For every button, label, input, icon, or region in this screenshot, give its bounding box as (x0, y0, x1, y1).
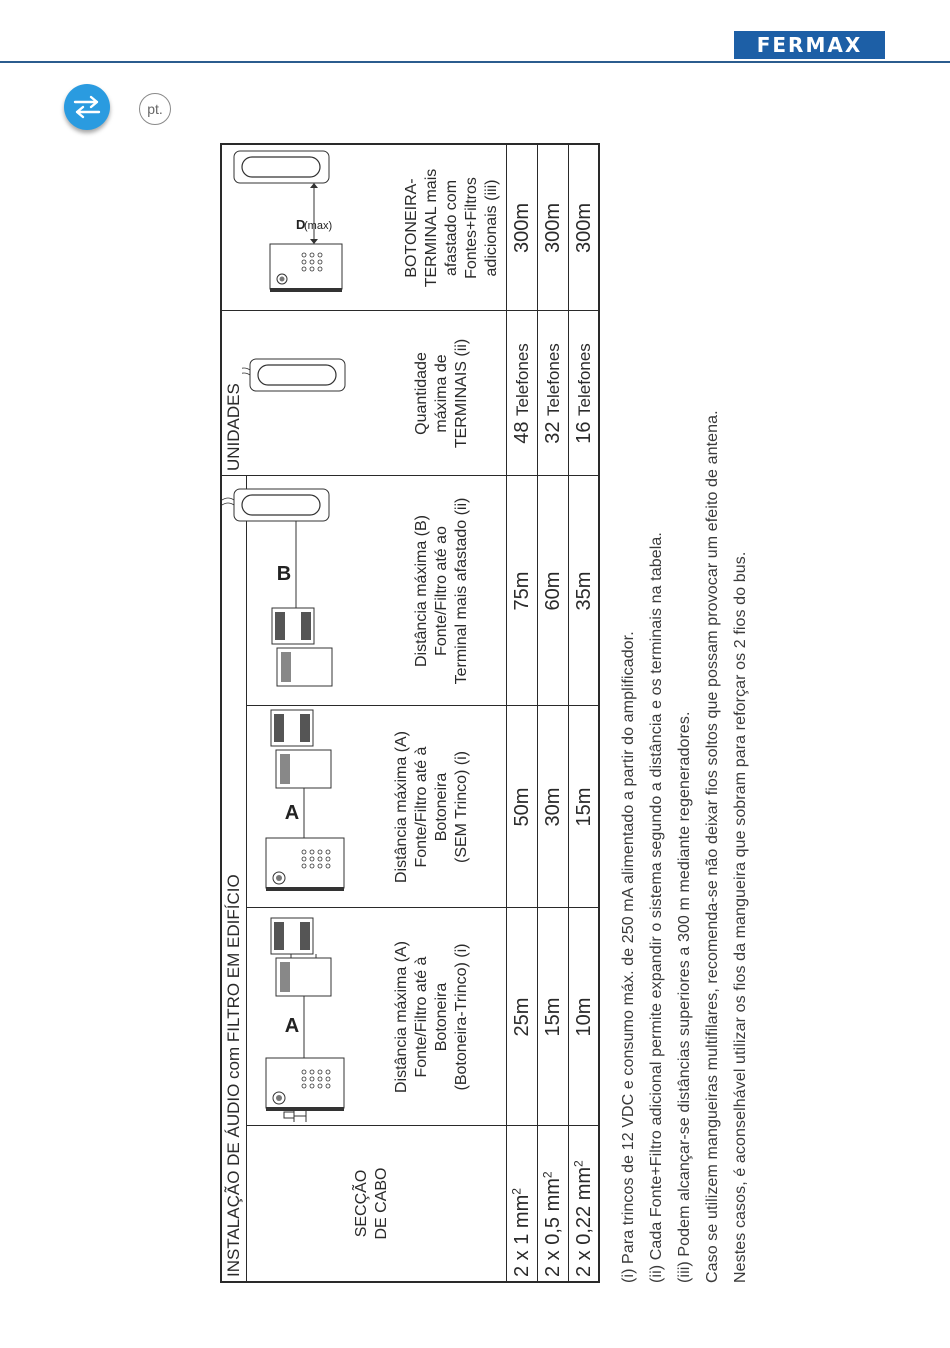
qty-value: 32 Telefones (542, 343, 564, 444)
diagram-panel-to-filter (246, 706, 386, 908)
dist-a-trinco-value: 15m (542, 997, 564, 1037)
dist-a-trinco-header: Distância máxima (A) Fonte/Filtro até à Botoneira (Botoneira-Trinco) (i) (393, 940, 470, 1094)
section-value: 2 x 0,5 $mm^2$ (540, 1171, 564, 1277)
label-d-max: (max) (304, 220, 333, 232)
table-title: INSTALAÇÃO DE ÁUDIO com FILTRO EM EDIFÍCIO (224, 874, 243, 1277)
dist-a-trinco-value: 25m (511, 997, 533, 1037)
dist-a-sem-trinco-value: 50m (511, 787, 533, 827)
label-b: B (276, 563, 292, 585)
dist-d-value: 300m (573, 202, 595, 254)
header-rule (0, 61, 950, 63)
dist-a-trinco-value: 10m (573, 997, 595, 1037)
swap-arrows-icon[interactable] (64, 84, 110, 130)
note-ii: (ii) Cada Fonte+Filtro adicional permite expandir o sistema segundo a distância e os terminais na tabela. (648, 532, 665, 1283)
dist-d-value: 300m (542, 202, 564, 254)
dist-d-header: BOTONEIRA- TERMINAL mais afastado com Fontes+Filtros adicionais (iii) (403, 168, 500, 288)
diagram-filter-to-terminal (222, 476, 362, 706)
units-title: UNIDADES (224, 383, 243, 471)
dist-a-sem-trinco-value: 15m (573, 787, 595, 827)
label-a-2: A (284, 802, 300, 824)
qty-value: 16 Telefones (573, 343, 595, 444)
diagram-panel-lock-to-filter (246, 908, 386, 1126)
fermax-logo: FERMAX (734, 31, 885, 59)
qty-terminals-header: Quantidade máxima de TERMINAIS (ii) (413, 338, 470, 449)
cable-distance-table (220, 143, 600, 1283)
label-d: D (296, 217, 306, 232)
diagram-terminal (242, 311, 362, 476)
dist-b-value: 75m (511, 571, 533, 611)
dist-b-value: 35m (573, 571, 595, 611)
diagram-panel-to-terminal (222, 145, 362, 311)
dist-b-header: Distância máxima (B) Fonte/Filtro até ao Terminal mais afastado (ii) (413, 497, 470, 685)
note-iii: (iii) Podem alcançar-se distâncias superiores a 300 m mediante regeneradores. (676, 711, 693, 1283)
language-badge[interactable]: pt. (139, 93, 171, 125)
section-value: 2 x 0,22 $mm^2$ (571, 1160, 595, 1277)
label-a: A (284, 1015, 300, 1037)
section-value: 2 x 1 $mm^2$ (509, 1188, 533, 1277)
section-header: SECÇÃO DE CABO (353, 1167, 390, 1240)
qty-value: 48 Telefones (511, 343, 533, 444)
note-cable-warning: Caso se utilizem mangueiras multifilares, recomenda-se não deixar fios soltos que possam provocar um efeito de antena. (704, 410, 721, 1283)
dist-d-value: 300m (511, 202, 533, 254)
dist-b-value: 60m (542, 571, 564, 611)
rotated-content (220, 143, 749, 1283)
note-cable-advice: Nestes casos, é aconselhável utilizar os fios da mangueira que sobram para reforçar os 2 fios do bus. (732, 551, 749, 1283)
note-i: (i) Para trincos de 12 VDC e consumo máx. de 250 mA alimentado a partir do amplificador. (620, 631, 637, 1283)
dist-a-sem-trinco-value: 30m (542, 787, 564, 827)
dist-a-sem-trinco-header: Distância máxima (A) Fonte/Filtro até à Botoneira (SEM Trinco) (i) (393, 730, 470, 884)
